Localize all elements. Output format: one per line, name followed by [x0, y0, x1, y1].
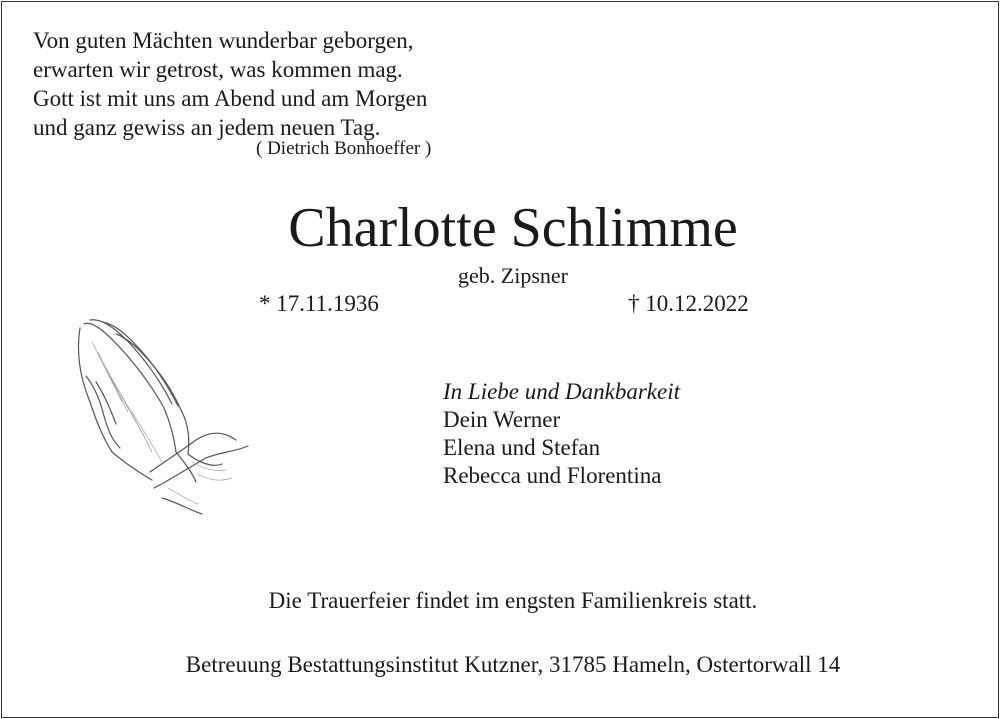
mourners-intro: In Liebe und Dankbarkeit [443, 379, 680, 404]
poem-line: Gott ist mit uns am Abend und am Morgen [33, 86, 428, 111]
poem-line: erwarten wir getrost, was kommen mag. [33, 57, 403, 82]
mourner-name: Rebecca und Florentina [443, 463, 662, 488]
poem [33, 26, 427, 142]
maiden-name: geb. Zipsner [458, 263, 568, 288]
praying-hands-icon [72, 312, 252, 517]
deceased-name: Charlotte Schlimme [288, 197, 738, 259]
poem-line: Von guten Mächten wunderbar geborgen, [33, 28, 414, 53]
birth-date: * 17.11.1936 [259, 291, 379, 316]
mourner-name: Dein Werner [443, 407, 561, 432]
funeral-note: Die Trauerfeier findet im engsten Familienkreis statt. [268, 588, 758, 613]
death-date: † 10.12.2022 [628, 291, 749, 316]
poem-line: und ganz gewiss an jedem neuen Tag. [33, 115, 381, 140]
mourners [443, 378, 680, 490]
mourner-name: Elena und Stefan [443, 435, 601, 460]
poem-author: ( Dietrich Bonhoeffer ) [256, 138, 432, 159]
undertaker-line: Betreuung Bestattungsinstitut Kutzner, 31785 Hameln, Ostertorwall 14 [185, 652, 841, 677]
